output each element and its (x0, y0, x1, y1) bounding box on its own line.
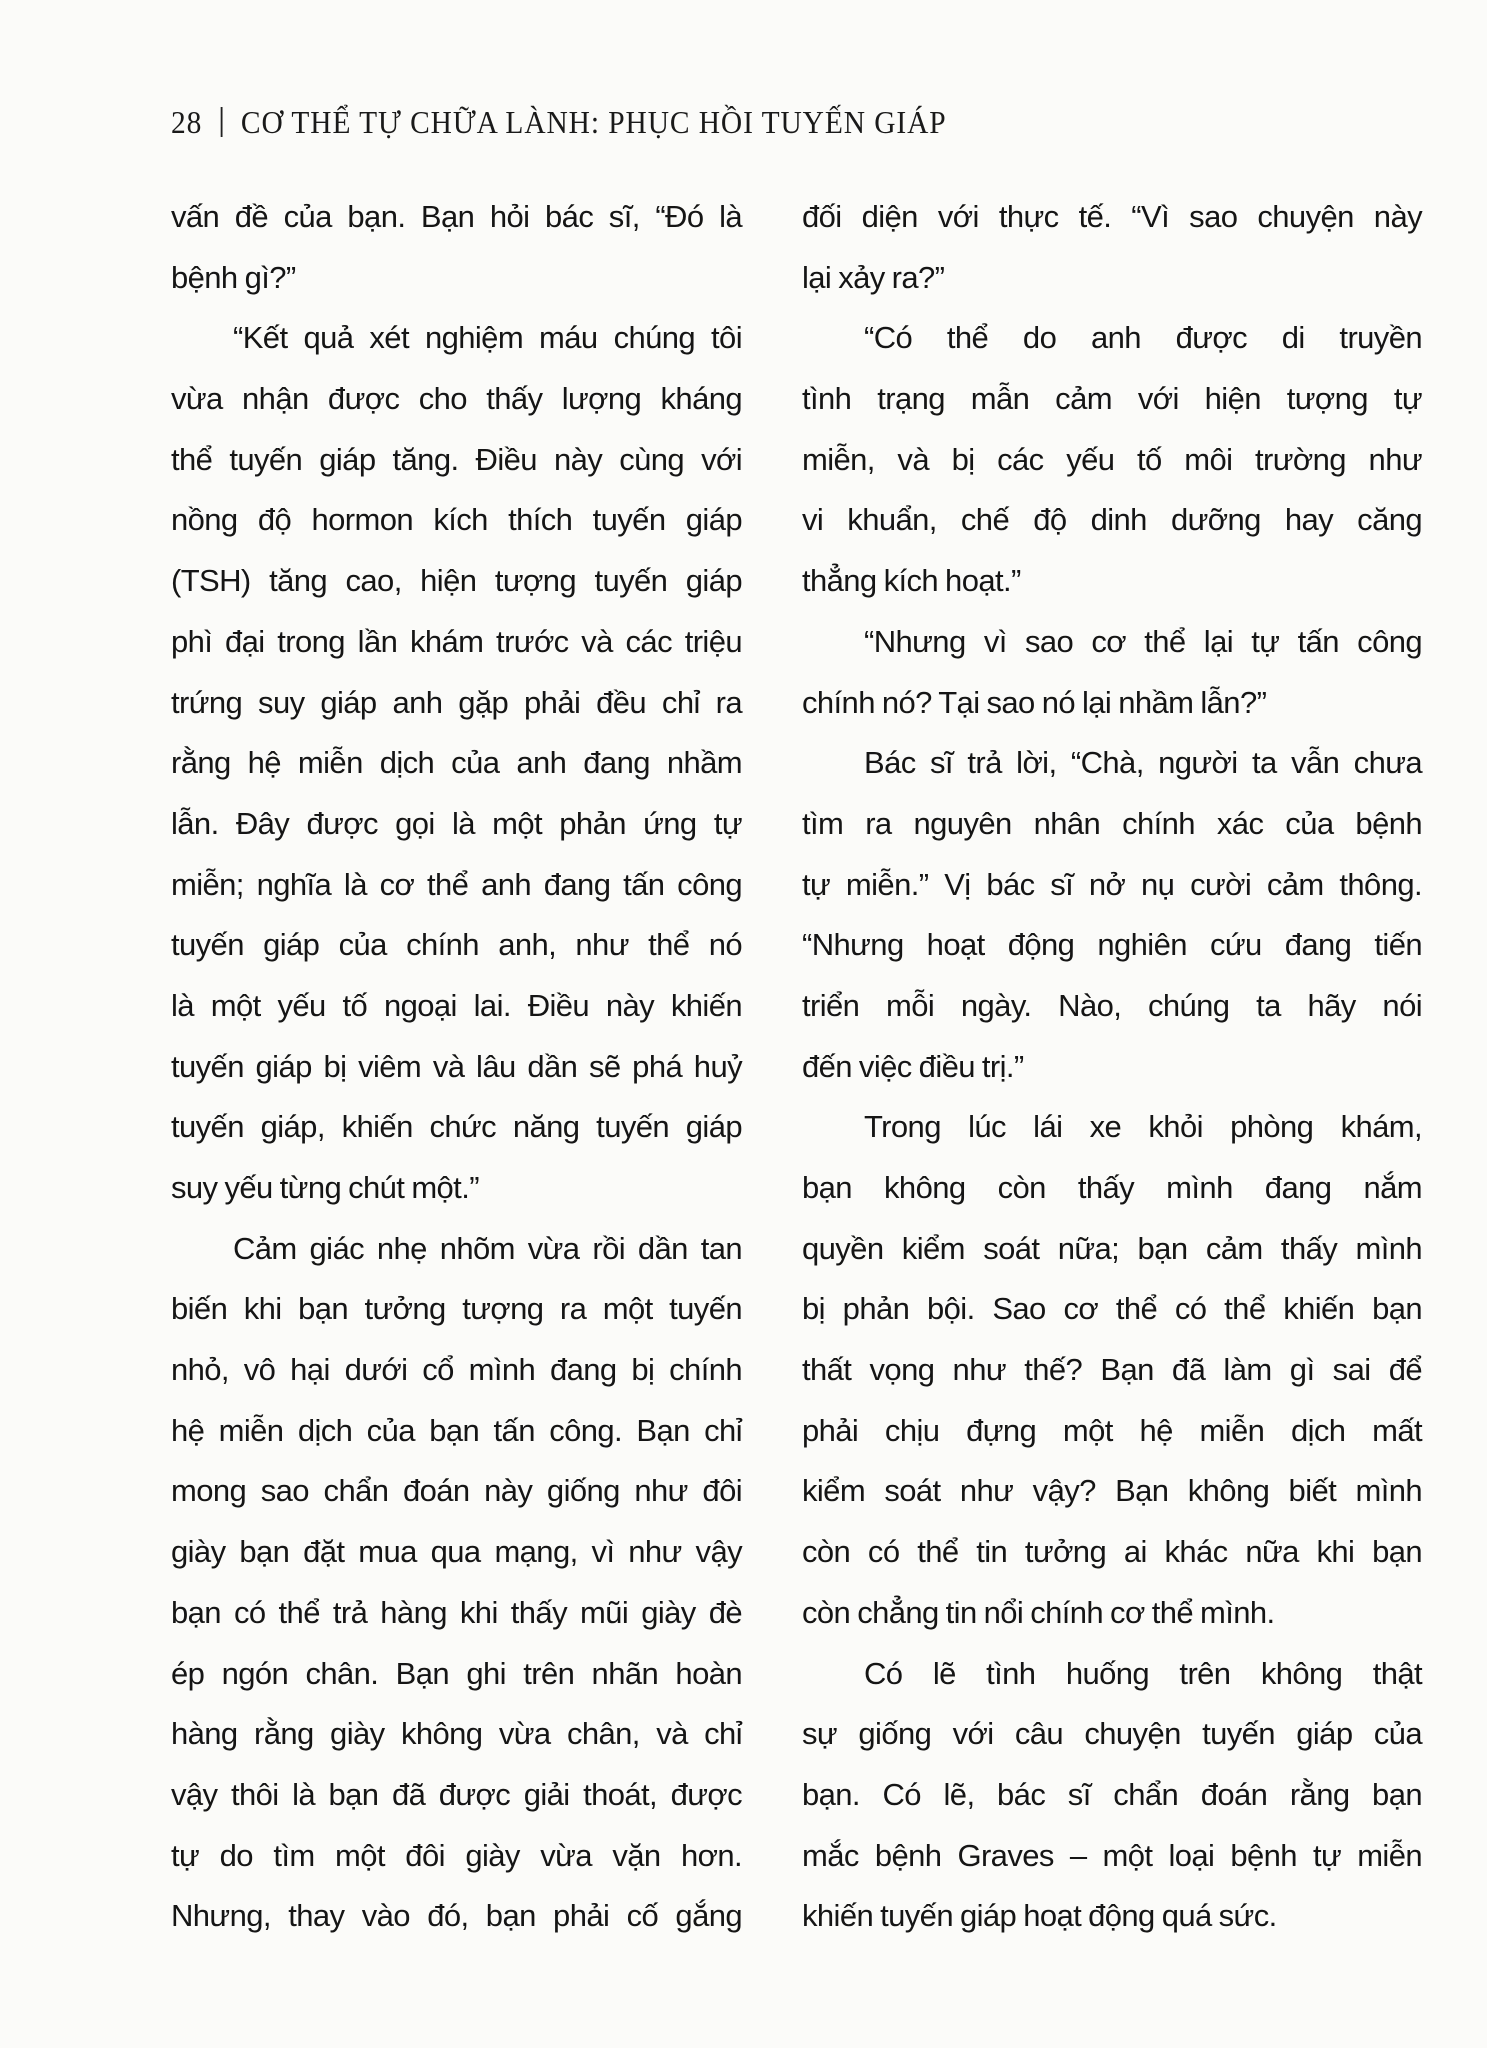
left-text-column (171, 187, 742, 1947)
text-line: Có lẽ tình huống trên không thật (864, 1655, 1422, 1691)
text-line: phì đại trong lần khám trước và các triệu (171, 623, 742, 659)
text-line: bạn có thể trả hàng khi thấy mũi giày đè (171, 1594, 742, 1630)
text-line: miễn, và bị các yếu tố môi trường như (802, 441, 1422, 477)
text-line: vấn đề của bạn. Bạn hỏi bác sĩ, “Đó là (171, 199, 742, 234)
text-line: kiểm soát như vậy? Bạn không biết mình (802, 1473, 1422, 1509)
text-line: biến khi bạn tưởng tượng ra một tuyến (171, 1291, 742, 1327)
text-line: thể tuyến giáp tăng. Điều này cùng với (171, 441, 742, 477)
text-line: còn chẳng tin nổi chính cơ thể mình. (802, 1594, 1275, 1630)
text-line: đối diện với thực tế. “Vì sao chuyện này (802, 199, 1422, 234)
text-line: tuyến giáp, khiến chức năng tuyến giáp (171, 1109, 742, 1145)
right-text-column (802, 187, 1422, 1947)
text-line: lẫn. Đây được gọi là một phản ứng tự (171, 805, 742, 841)
text-line: chính nó? Tại sao nó lại nhầm lẫn?” (802, 684, 1267, 720)
running-header (171, 104, 947, 141)
text-line: thẳng kích hoạt.” (802, 563, 1021, 599)
text-line: bạn không còn thấy mình đang nắm (802, 1170, 1422, 1205)
text-line: lại xảy ra?” (802, 259, 945, 295)
text-line: tự do tìm một đôi giày vừa vặn hơn. (171, 1837, 742, 1873)
text-line: “Kết quả xét nghiệm máu chúng tôi (233, 320, 742, 356)
book-title: CƠ THỂ TỰ CHỮA LÀNH: PHỤC HỒI TUYẾN GIÁP (240, 104, 947, 140)
text-line: bạn. Có lẽ, bác sĩ chẩn đoán rằng bạn (802, 1776, 1422, 1812)
text-line: vi khuẩn, chế độ dinh dưỡng hay căng (802, 502, 1422, 538)
text-line: sự giống với câu chuyện tuyến giáp của (802, 1716, 1422, 1752)
text-line: vừa nhận được cho thấy lượng kháng (171, 381, 742, 417)
text-line: Nhưng, thay vào đó, bạn phải cố gắng (171, 1898, 742, 1934)
text-line: “Nhưng hoạt động nghiên cứu đang tiến (802, 927, 1422, 963)
text-line: quyền kiểm soát nữa; bạn cảm thấy mình (802, 1230, 1422, 1266)
text-line: triển mỗi ngày. Nào, chúng ta hãy nói (802, 987, 1422, 1023)
text-line: phải chịu đựng một hệ miễn dịch mất (802, 1412, 1422, 1448)
text-line: tự miễn.” Vị bác sĩ nở nụ cười cảm thông. (802, 866, 1422, 902)
text-line: còn có thể tin tưởng ai khác nữa khi bạn (802, 1534, 1422, 1570)
text-line: bị phản bội. Sao cơ thể có thể khiến bạn (802, 1291, 1422, 1327)
text-line: Cảm giác nhẹ nhõm vừa rồi dần tan (233, 1230, 742, 1266)
text-line: tuyến giáp bị viêm và lâu dần sẽ phá huỷ (171, 1048, 742, 1084)
text-line: tìm ra nguyên nhân chính xác của bệnh (802, 805, 1422, 841)
text-line: suy yếu từng chút một.” (171, 1170, 479, 1205)
text-line: ép ngón chân. Bạn ghi trên nhãn hoàn (171, 1655, 742, 1691)
text-line: khiến tuyến giáp hoạt động quá sức. (802, 1898, 1277, 1934)
text-line: giày bạn đặt mua qua mạng, vì như vậy (171, 1534, 742, 1570)
text-line: tuyến giáp của chính anh, như thể nó (171, 927, 742, 963)
text-line: bệnh gì?” (171, 259, 296, 295)
text-line: miễn; nghĩa là cơ thể anh đang tấn công (171, 866, 742, 902)
text-line: vậy thôi là bạn đã được giải thoát, được (171, 1776, 742, 1812)
text-line: mong sao chẩn đoán này giống như đôi (171, 1473, 742, 1509)
text-line: Bác sĩ trả lời, “Chà, người ta vẫn chưa (864, 745, 1422, 781)
text-line: nhỏ, vô hại dưới cổ mình đang bị chính (171, 1352, 742, 1388)
header-divider (221, 107, 223, 137)
text-line: Trong lúc lái xe khỏi phòng khám, (864, 1109, 1422, 1145)
text-line: “Nhưng vì sao cơ thể lại tự tấn công (864, 623, 1422, 659)
page-number: 28 (171, 104, 203, 140)
text-line: rằng hệ miễn dịch của anh đang nhầm (171, 745, 742, 781)
text-line: thất vọng như thế? Bạn đã làm gì sai để (802, 1352, 1422, 1388)
text-line: tình trạng mẫn cảm với hiện tượng tự (802, 381, 1422, 417)
text-line: hệ miễn dịch của bạn tấn công. Bạn chỉ (171, 1412, 742, 1448)
text-line: “Có thể do anh được di truyền (864, 320, 1422, 356)
text-line: mắc bệnh Graves – một loại bệnh tự miễn (802, 1837, 1422, 1873)
text-line: là một yếu tố ngoại lai. Điều này khiến (171, 987, 742, 1023)
text-line: trứng suy giáp anh gặp phải đều chỉ ra (171, 684, 742, 720)
text-line: hàng rằng giày không vừa chân, và chỉ (171, 1716, 742, 1752)
text-line: (TSH) tăng cao, hiện tượng tuyến giáp (171, 563, 742, 599)
text-line: đến việc điều trị.” (802, 1048, 1024, 1084)
text-line: nồng độ hormon kích thích tuyến giáp (171, 502, 742, 538)
